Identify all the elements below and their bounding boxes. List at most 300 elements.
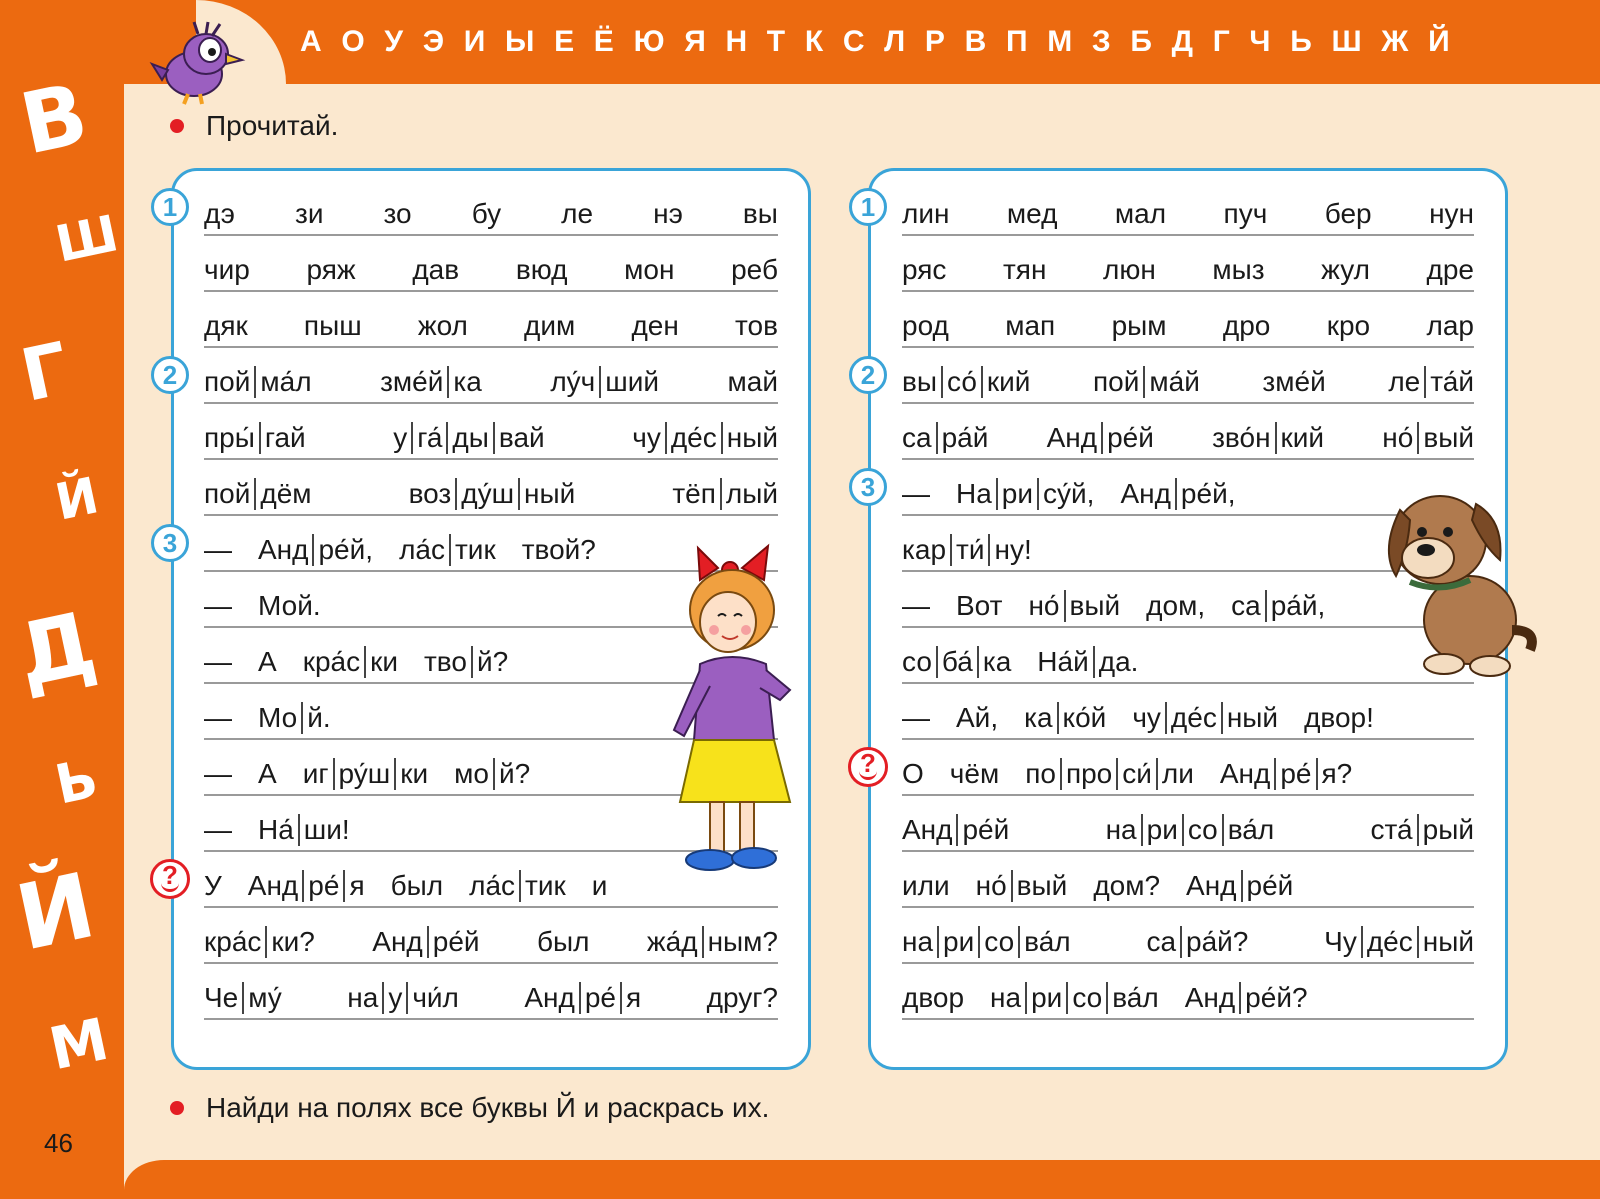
word: лин bbox=[902, 198, 950, 229]
syllable-word bbox=[469, 870, 566, 902]
reading-row bbox=[204, 908, 778, 964]
bullet-icon bbox=[170, 119, 184, 133]
syllable: ри bbox=[996, 478, 1033, 510]
syllable: мо bbox=[454, 758, 489, 789]
syllable: й. bbox=[301, 702, 330, 734]
syllable: ки bbox=[394, 758, 428, 790]
syllable: Анд bbox=[1186, 870, 1237, 901]
syllable: тёп bbox=[672, 478, 716, 509]
word: А bbox=[258, 646, 277, 677]
syllable-word bbox=[1120, 478, 1235, 510]
reading-row bbox=[902, 964, 1474, 1020]
syllable-word bbox=[1146, 926, 1248, 958]
syllable-word bbox=[1024, 702, 1106, 734]
syllable-word bbox=[550, 366, 659, 398]
dialog-dash: — bbox=[204, 702, 232, 733]
syllable: вы bbox=[902, 366, 937, 397]
syllable-word bbox=[1132, 702, 1278, 734]
syllable: кра́с bbox=[302, 646, 361, 677]
syllable: ка bbox=[1024, 702, 1053, 733]
syllable: вый bbox=[1011, 870, 1068, 902]
syllable: чи́л bbox=[406, 982, 459, 1014]
syllable-word bbox=[1231, 590, 1325, 622]
syllable-word bbox=[1382, 422, 1474, 454]
syllable-word bbox=[1388, 366, 1474, 398]
reading-row bbox=[902, 684, 1474, 740]
syllable: по bbox=[1025, 758, 1056, 789]
syllable-word bbox=[303, 646, 398, 678]
word: вы bbox=[742, 198, 778, 229]
syllable-word bbox=[1371, 814, 1474, 846]
syllable-word bbox=[976, 870, 1068, 902]
syllable: ный bbox=[1221, 702, 1278, 734]
sidebar-letter: Й bbox=[7, 853, 104, 972]
word: бу bbox=[471, 198, 502, 229]
syllable: ти́ bbox=[950, 534, 984, 566]
alphabet-letter: А bbox=[300, 25, 322, 58]
alphabet-letter: Г bbox=[1212, 25, 1230, 58]
syllable: Мо bbox=[258, 702, 298, 733]
reading-row bbox=[204, 404, 778, 460]
word: и bbox=[591, 870, 608, 901]
word: мон bbox=[624, 254, 675, 285]
sidebar-letter: М bbox=[43, 1004, 115, 1084]
syllable: но́ bbox=[1382, 422, 1414, 453]
syllable: ва́л bbox=[1018, 926, 1070, 958]
alphabet-letter: Й bbox=[1428, 25, 1450, 58]
syllable: ва́л bbox=[1222, 814, 1274, 846]
syllable: гай bbox=[259, 422, 306, 454]
alphabet-letter: Ж bbox=[1381, 25, 1409, 58]
syllable: ре́й bbox=[1101, 422, 1154, 454]
syllable: Анд bbox=[372, 926, 423, 957]
syllable-word bbox=[524, 982, 641, 1014]
reading-row bbox=[902, 740, 1474, 796]
reading-row bbox=[204, 460, 778, 516]
alphabet-letter: Ы bbox=[505, 25, 535, 58]
word: ден bbox=[631, 310, 679, 341]
word: мед bbox=[1006, 198, 1058, 229]
word: двор! bbox=[1304, 702, 1374, 733]
syllable: ре́й? bbox=[1239, 982, 1307, 1014]
alphabet-letter: Н bbox=[725, 25, 748, 58]
syllable: лый bbox=[720, 478, 778, 510]
syllable: На bbox=[956, 478, 992, 509]
syllable: кий bbox=[1275, 422, 1325, 454]
alphabet-letter: Ш bbox=[1331, 25, 1362, 58]
syllable: ный bbox=[1417, 926, 1474, 958]
syllable-word bbox=[258, 814, 350, 846]
word: тян bbox=[1002, 254, 1047, 285]
syllable-word bbox=[1093, 366, 1200, 398]
exercise-number-badge: 2 bbox=[849, 356, 887, 394]
syllable-word bbox=[902, 534, 1032, 566]
syllable: де́с bbox=[1361, 926, 1413, 958]
exercise-number-badge: 1 bbox=[151, 188, 189, 226]
word: дом, bbox=[1146, 590, 1206, 621]
syllable: Анд bbox=[1184, 982, 1236, 1013]
exercise-number-badge: 3 bbox=[151, 524, 189, 562]
syllable-word bbox=[258, 702, 331, 734]
syllable-word bbox=[902, 926, 1071, 958]
dialog-dash: — bbox=[902, 590, 930, 621]
syllable-word bbox=[204, 478, 312, 510]
syllable-word bbox=[1106, 814, 1275, 846]
word: О bbox=[902, 758, 924, 789]
syllable: ра́й? bbox=[1180, 926, 1248, 958]
syllable: ва́л bbox=[1106, 982, 1158, 1014]
syllable-word bbox=[303, 758, 428, 790]
syllable: ду́ш bbox=[455, 478, 514, 510]
instruction-read-text: Прочитай. bbox=[206, 110, 339, 141]
syllable-word bbox=[956, 478, 1094, 510]
syllable: ным? bbox=[702, 926, 778, 958]
syllable-word bbox=[424, 646, 508, 678]
alphabet-letter: У bbox=[384, 25, 404, 58]
instruction-find-text: Найди на полях все буквы Й и раскрась их. bbox=[206, 1092, 770, 1123]
syllable: но́ bbox=[975, 870, 1007, 901]
syllable-word bbox=[1025, 758, 1194, 790]
word: Ай, bbox=[956, 702, 999, 733]
syllable: ри bbox=[937, 926, 974, 958]
word: реб bbox=[731, 254, 778, 285]
syllable: ко́й bbox=[1057, 702, 1107, 734]
syllable: вый bbox=[1417, 422, 1474, 454]
syllable: у bbox=[382, 982, 402, 1014]
syllable: са bbox=[1146, 926, 1177, 957]
syllable: чу bbox=[1132, 702, 1161, 733]
word: мап bbox=[1005, 310, 1056, 341]
syllable: ри bbox=[1141, 814, 1178, 846]
reading-row bbox=[204, 292, 778, 348]
word: нун bbox=[1429, 198, 1474, 229]
reading-row bbox=[902, 908, 1474, 964]
word: вюд bbox=[515, 254, 568, 285]
syllable: тик bbox=[449, 534, 496, 566]
reading-row bbox=[902, 852, 1474, 908]
syllable: на bbox=[1105, 814, 1137, 845]
alphabet-letter: И bbox=[463, 25, 486, 58]
word: чир bbox=[204, 254, 250, 285]
reading-row bbox=[902, 348, 1474, 404]
syllable-word bbox=[1028, 590, 1120, 622]
dialog-dash: — bbox=[204, 590, 232, 621]
sidebar-letter: Г bbox=[13, 326, 77, 418]
syllable: пой bbox=[1093, 366, 1140, 397]
syllable: Анд bbox=[247, 870, 299, 901]
syllable: ре́ bbox=[1274, 758, 1311, 790]
word: рым bbox=[1111, 310, 1167, 341]
syllable: кий bbox=[981, 366, 1031, 398]
dialog-dash: — bbox=[902, 702, 930, 733]
bottom-band bbox=[124, 1160, 1600, 1199]
word: У bbox=[204, 870, 222, 901]
word: мал bbox=[1114, 198, 1167, 229]
syllable: ре́й, bbox=[1175, 478, 1236, 510]
syllable: дём bbox=[254, 478, 311, 510]
alphabet-letter: Ь bbox=[1290, 25, 1312, 58]
sidebar-letter: Ь bbox=[49, 746, 104, 817]
syllable: ка bbox=[977, 646, 1011, 678]
alphabet-letter: П bbox=[1005, 25, 1028, 58]
syllable: чу bbox=[632, 422, 661, 453]
syllable-word bbox=[204, 926, 315, 958]
syllable: ный bbox=[721, 422, 778, 454]
word: дэ bbox=[204, 198, 235, 229]
syllable: ки? bbox=[265, 926, 314, 958]
instruction-read bbox=[170, 110, 338, 142]
syllable-word bbox=[372, 926, 479, 958]
syllable: На́й bbox=[1037, 646, 1089, 677]
instruction-find bbox=[170, 1092, 769, 1124]
word: нэ bbox=[653, 198, 683, 229]
syllable-word bbox=[204, 366, 312, 398]
word: бер bbox=[1324, 198, 1372, 229]
syllable: ри bbox=[1025, 982, 1062, 1014]
syllable: тво bbox=[423, 646, 467, 677]
word: твой? bbox=[521, 534, 596, 565]
syllable-word bbox=[728, 366, 778, 398]
reading-row bbox=[204, 236, 778, 292]
word: или bbox=[902, 870, 950, 901]
question-icon: ? bbox=[848, 747, 888, 787]
syllable-word bbox=[1037, 646, 1138, 678]
syllable: со bbox=[1066, 982, 1102, 1014]
syllable: тик bbox=[519, 870, 566, 902]
word: пуч bbox=[1223, 198, 1268, 229]
syllable: ре́й bbox=[956, 814, 1009, 846]
reading-row bbox=[902, 292, 1474, 348]
syllable: де́с bbox=[665, 422, 717, 454]
syllable: га́ bbox=[411, 422, 442, 454]
syllable: май bbox=[727, 366, 778, 397]
alphabet-letter: Д bbox=[1171, 25, 1194, 58]
syllable: вый bbox=[1064, 590, 1121, 622]
alphabet-letter: С bbox=[842, 25, 865, 58]
syllable: ну! bbox=[988, 534, 1031, 566]
word: зо bbox=[383, 198, 412, 229]
word: дре bbox=[1426, 254, 1474, 285]
syllable: зво́н bbox=[1212, 422, 1271, 453]
dog-illustration bbox=[1380, 480, 1540, 680]
sidebar-letter: Д bbox=[8, 593, 105, 707]
reading-row bbox=[902, 796, 1474, 852]
sidebar-letter: Й bbox=[50, 466, 104, 532]
syllable: жа́д bbox=[646, 926, 698, 957]
word: был bbox=[390, 870, 444, 901]
alphabet-letter: Я bbox=[684, 25, 706, 58]
syllable: со bbox=[1182, 814, 1218, 846]
word: дро bbox=[1222, 310, 1271, 341]
syllable: ши! bbox=[298, 814, 350, 846]
syllable: ру́ш bbox=[333, 758, 391, 790]
alphabet-letter: Ч bbox=[1249, 25, 1271, 58]
syllable-word bbox=[399, 534, 496, 566]
word: дом? bbox=[1093, 870, 1161, 901]
syllable-word bbox=[647, 926, 778, 958]
syllable: со bbox=[902, 646, 932, 677]
word: Мой. bbox=[258, 590, 321, 621]
syllable-word bbox=[454, 758, 530, 790]
dialog-dash: — bbox=[204, 758, 232, 789]
syllable: у bbox=[393, 422, 408, 453]
syllable: та́й bbox=[1424, 366, 1474, 398]
word: пыш bbox=[303, 310, 362, 341]
word: дяк bbox=[204, 310, 248, 341]
bullet-icon bbox=[170, 1101, 184, 1115]
syllable-word bbox=[393, 422, 544, 454]
syllable: су́й, bbox=[1037, 478, 1094, 510]
syllable-word bbox=[632, 422, 778, 454]
word: ряж bbox=[306, 254, 356, 285]
syllable-word bbox=[902, 366, 1030, 398]
reading-row bbox=[902, 180, 1474, 236]
syllable-word bbox=[380, 366, 482, 398]
word: род bbox=[902, 310, 949, 341]
word: зме́й bbox=[1262, 366, 1326, 397]
syllable: со bbox=[978, 926, 1014, 958]
syllable: На́ bbox=[258, 814, 294, 845]
dialog-dash: — bbox=[204, 646, 232, 677]
syllable: Чу bbox=[1324, 926, 1357, 957]
word: дав bbox=[412, 254, 460, 285]
syllable-word bbox=[258, 534, 373, 566]
reading-row bbox=[902, 404, 1474, 460]
dialog-dash: — bbox=[204, 534, 232, 565]
word: лар bbox=[1426, 310, 1474, 341]
syllable: я bbox=[343, 870, 364, 902]
alphabet-letter: Л bbox=[884, 25, 906, 58]
syllable: ла́с bbox=[469, 870, 516, 901]
reading-row bbox=[902, 236, 1474, 292]
syllable: ба́ bbox=[936, 646, 973, 678]
alphabet-letter: Б bbox=[1130, 25, 1152, 58]
syllable: ший bbox=[599, 366, 659, 398]
word: А bbox=[258, 758, 277, 789]
sidebar-letter: В bbox=[12, 64, 96, 174]
word: тов bbox=[735, 310, 778, 341]
girl-illustration bbox=[670, 540, 820, 880]
alphabet-letter: З bbox=[1091, 25, 1111, 58]
syllable: да. bbox=[1093, 646, 1139, 678]
word: жол bbox=[417, 310, 468, 341]
reading-row bbox=[204, 348, 778, 404]
reading-row bbox=[204, 964, 778, 1020]
syllable: рый bbox=[1417, 814, 1474, 846]
syllable-word bbox=[204, 422, 306, 454]
syllable: со́ bbox=[941, 366, 977, 398]
dialog-dash: — bbox=[204, 814, 232, 845]
syllable: воз bbox=[408, 478, 452, 509]
exercise-number-badge: 1 bbox=[849, 188, 887, 226]
syllable: пой bbox=[204, 366, 251, 397]
syllable: де́с bbox=[1165, 702, 1217, 734]
syllable: ста́ bbox=[1370, 814, 1413, 845]
syllable-word bbox=[902, 646, 1011, 678]
syllable-word bbox=[1212, 422, 1324, 454]
alphabet-letter: Е bbox=[554, 25, 575, 58]
reading-row bbox=[204, 180, 778, 236]
syllable: на bbox=[902, 926, 934, 957]
syllable: ма́л bbox=[254, 366, 311, 398]
syllable: пой bbox=[204, 478, 251, 509]
syllable-word bbox=[902, 814, 1009, 846]
syllable: ле bbox=[1388, 366, 1421, 397]
alphabet-letter: М bbox=[1047, 25, 1073, 58]
bird-icon bbox=[148, 20, 248, 106]
word: Вот bbox=[956, 590, 1003, 621]
syllable: ре́й bbox=[1241, 870, 1294, 902]
syllable: Анд bbox=[258, 534, 309, 565]
word: был bbox=[537, 926, 590, 957]
syllable: на bbox=[347, 982, 379, 1013]
exercise-number-badge: 2 bbox=[151, 356, 189, 394]
syllable: вай bbox=[493, 422, 545, 454]
syllable: ка bbox=[447, 366, 481, 398]
syllable-word bbox=[990, 982, 1159, 1014]
syllable: Анд bbox=[1120, 478, 1171, 509]
syllable-word bbox=[1220, 758, 1352, 790]
syllable: на bbox=[990, 982, 1022, 1013]
syllable-word bbox=[204, 982, 282, 1014]
syllable: про bbox=[1060, 758, 1112, 790]
question-icon: ? bbox=[150, 859, 190, 899]
word: кро bbox=[1326, 310, 1371, 341]
alphabet-strip bbox=[300, 20, 1450, 64]
syllable: са bbox=[902, 422, 932, 453]
syllable: ный bbox=[518, 478, 575, 510]
syllable: я? bbox=[1316, 758, 1353, 790]
word: люн bbox=[1103, 254, 1156, 285]
syllable: Анд bbox=[1046, 422, 1098, 453]
word: жул bbox=[1321, 254, 1370, 285]
syllable: ре́ bbox=[579, 982, 616, 1014]
syllable: но́ bbox=[1028, 590, 1060, 621]
alphabet-letter: В bbox=[964, 25, 987, 58]
alphabet-letter: Ю bbox=[633, 25, 665, 58]
alphabet-letter: Э bbox=[422, 25, 445, 58]
syllable: ра́й bbox=[936, 422, 989, 454]
syllable: ре́й bbox=[427, 926, 480, 958]
syllable-word bbox=[1185, 982, 1308, 1014]
syllable: пры́ bbox=[204, 422, 255, 453]
syllable: ре́й, bbox=[312, 534, 373, 566]
syllable: ре́ bbox=[302, 870, 339, 902]
syllable: са bbox=[1231, 590, 1261, 621]
alphabet-letter: О bbox=[341, 25, 365, 58]
syllable: зме́й bbox=[380, 366, 444, 397]
syllable: лу́ч bbox=[550, 366, 596, 397]
syllable: Че bbox=[204, 982, 239, 1013]
alphabet-letter: Р bbox=[924, 25, 945, 58]
syllable: Анд bbox=[524, 982, 575, 1013]
syllable: й? bbox=[493, 758, 530, 790]
dialog-dash: — bbox=[902, 478, 930, 509]
syllable: кар bbox=[902, 534, 947, 565]
syllable: ды bbox=[446, 422, 488, 454]
word: двор bbox=[902, 982, 965, 1013]
word: дим bbox=[524, 310, 576, 341]
syllable: я bbox=[620, 982, 641, 1014]
syllable-word bbox=[672, 478, 778, 510]
syllable-word bbox=[347, 982, 459, 1014]
alphabet-letter: Т bbox=[766, 25, 786, 58]
word: зи bbox=[295, 198, 324, 229]
syllable: си́ bbox=[1116, 758, 1152, 790]
syllable: ма́й bbox=[1143, 366, 1199, 398]
syllable: ли bbox=[1156, 758, 1194, 790]
syllable-word bbox=[1324, 926, 1474, 958]
